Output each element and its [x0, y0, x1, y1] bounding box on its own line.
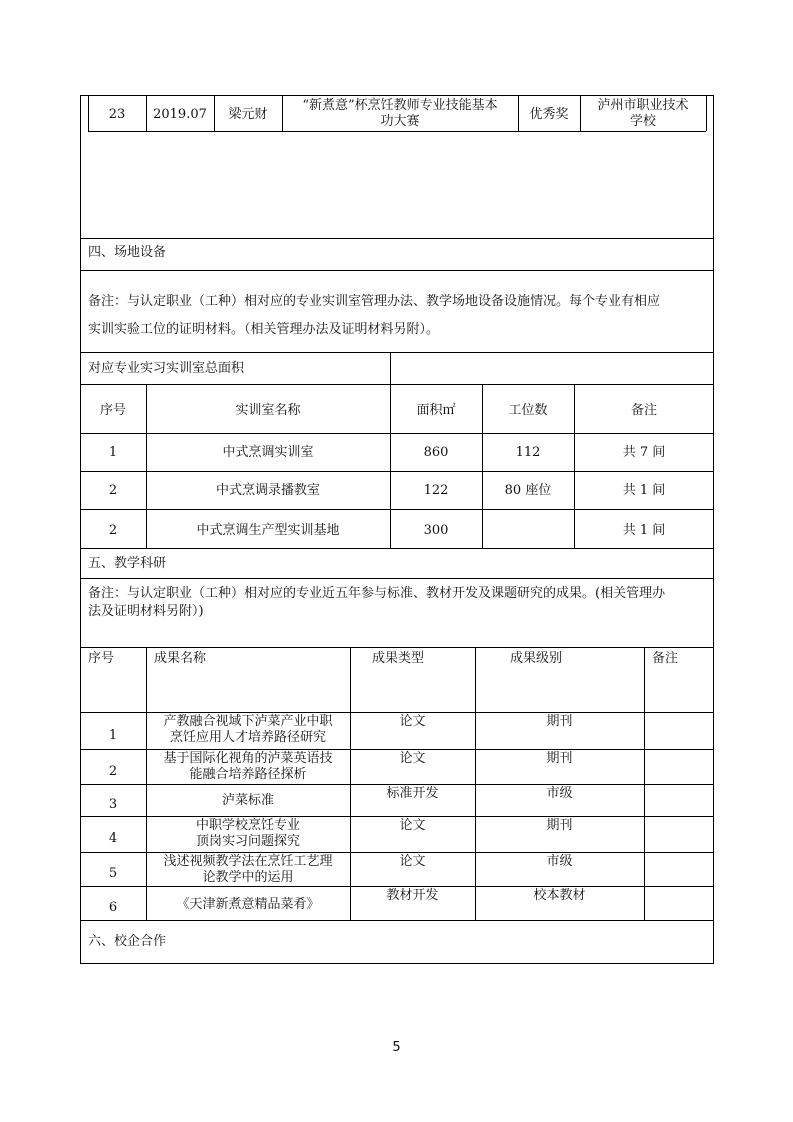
facility-row-note: 共 1 间: [622, 483, 666, 498]
facility-row-area: 300: [423, 523, 449, 538]
research-row-no: 6: [108, 900, 118, 915]
research-row-no: 1: [108, 728, 118, 743]
facility-row-note: 共 7 间: [622, 445, 666, 460]
facility-header-stations: 工位数: [508, 403, 548, 418]
facility-row-no: 2: [108, 483, 118, 498]
research-row-name: 烹饪应用人才培养路径研究: [169, 730, 326, 745]
award-date: 2019.07: [153, 107, 207, 122]
facility-header-no: 序号: [99, 403, 126, 418]
research-row-type: 论文: [399, 751, 426, 766]
research-row-type: 教材开发: [386, 888, 439, 903]
facility-row-name: 中式烹调录播教室: [215, 483, 320, 498]
research-row-name: 中职学校烹饪专业: [195, 818, 300, 833]
section4-note-line2: 实训实验工位的证明材料。（相关管理办法及证明材料另附）。: [88, 322, 440, 337]
award-no: 23: [108, 107, 126, 122]
award-level: 优秀奖: [529, 107, 569, 122]
research-header-note: 备注: [652, 651, 679, 666]
research-header-level: 成果级别: [510, 651, 563, 666]
section4-note-line1: 备注：与认定职业（工种）相对应的专业实训室管理办法、教学场地设备设施情况。每个专业有相应: [88, 294, 661, 309]
research-header-name: 成果名称: [154, 651, 207, 666]
section5-title: 五、教学科研: [88, 556, 167, 571]
facility-row-area: 122: [423, 483, 449, 498]
research-row-name: 泸菜标准: [221, 793, 274, 808]
facility-row-no: 2: [108, 523, 118, 538]
research-row-type: 论文: [399, 854, 426, 869]
research-row-level: 校本教材: [533, 888, 586, 903]
research-row-level: 市级: [546, 854, 573, 869]
research-row-type: 论文: [399, 714, 426, 729]
research-row-name: 能融合培养路径探析: [189, 767, 307, 782]
research-row-no: 4: [108, 831, 118, 846]
area-total-label: 对应专业实习实训室总面积: [88, 361, 245, 376]
research-row-level: 市级: [546, 786, 573, 801]
research-row-level: 期刊: [546, 714, 573, 729]
research-header-type: 成果类型: [372, 651, 425, 666]
research-row-level: 期刊: [546, 751, 573, 766]
facility-header-note: 备注: [630, 403, 657, 418]
research-row-no: 2: [108, 764, 118, 779]
research-row-name: 顶岗实习问题探究: [195, 834, 300, 849]
facility-row-name: 中式烹调实训室: [222, 445, 314, 460]
section5-note-line2: 法及证明材料另附）): [88, 604, 204, 619]
facility-row-name: 中式烹调生产型实训基地: [196, 523, 340, 538]
research-row-name: 基于国际化视角的泸菜英语技: [163, 751, 333, 766]
award-issuer-line2: 学校: [629, 114, 656, 129]
research-header-no: 序号: [88, 651, 115, 666]
page-number: 5: [392, 1040, 401, 1055]
facility-row-note: 共 1 间: [622, 523, 666, 538]
research-row-no: 5: [108, 866, 118, 881]
facility-row-stations: 80 座位: [504, 483, 552, 498]
award-issuer-line1: 泸州市职业技术: [597, 98, 689, 113]
research-row-no: 3: [108, 797, 118, 812]
research-row-name: 产教融合视域下泸菜产业中职: [163, 714, 333, 729]
facility-header-area: 面积㎡: [416, 403, 456, 418]
award-competition-line2: 功大赛: [380, 114, 420, 129]
research-row-type: 论文: [399, 818, 426, 833]
section4-title: 四、场地设备: [88, 245, 167, 260]
research-row-type: 标准开发: [386, 786, 439, 801]
facility-row-stations: 112: [515, 445, 541, 460]
award-person: 梁元财: [228, 107, 268, 122]
facility-header-name: 实训室名称: [235, 403, 301, 418]
facility-row-area: 860: [423, 445, 449, 460]
section6-title: 六、校企合作: [88, 934, 167, 949]
research-row-name: 《天津新煮意精品菜肴》: [176, 897, 320, 912]
facility-row-no: 1: [108, 445, 118, 460]
research-row-level: 期刊: [546, 818, 573, 833]
research-row-name: 论教学中的运用: [202, 870, 294, 885]
research-row-name: 浅述视频教学法在烹饪工艺理: [163, 854, 333, 869]
section5-note-line1: 备注：与认定职业（工种）相对应的专业近五年参与标准、教材开发及课题研究的成果。(相关管理办: [88, 586, 666, 601]
award-competition-line1: “新煮意”杯烹饪教师专业技能基本: [302, 98, 498, 113]
